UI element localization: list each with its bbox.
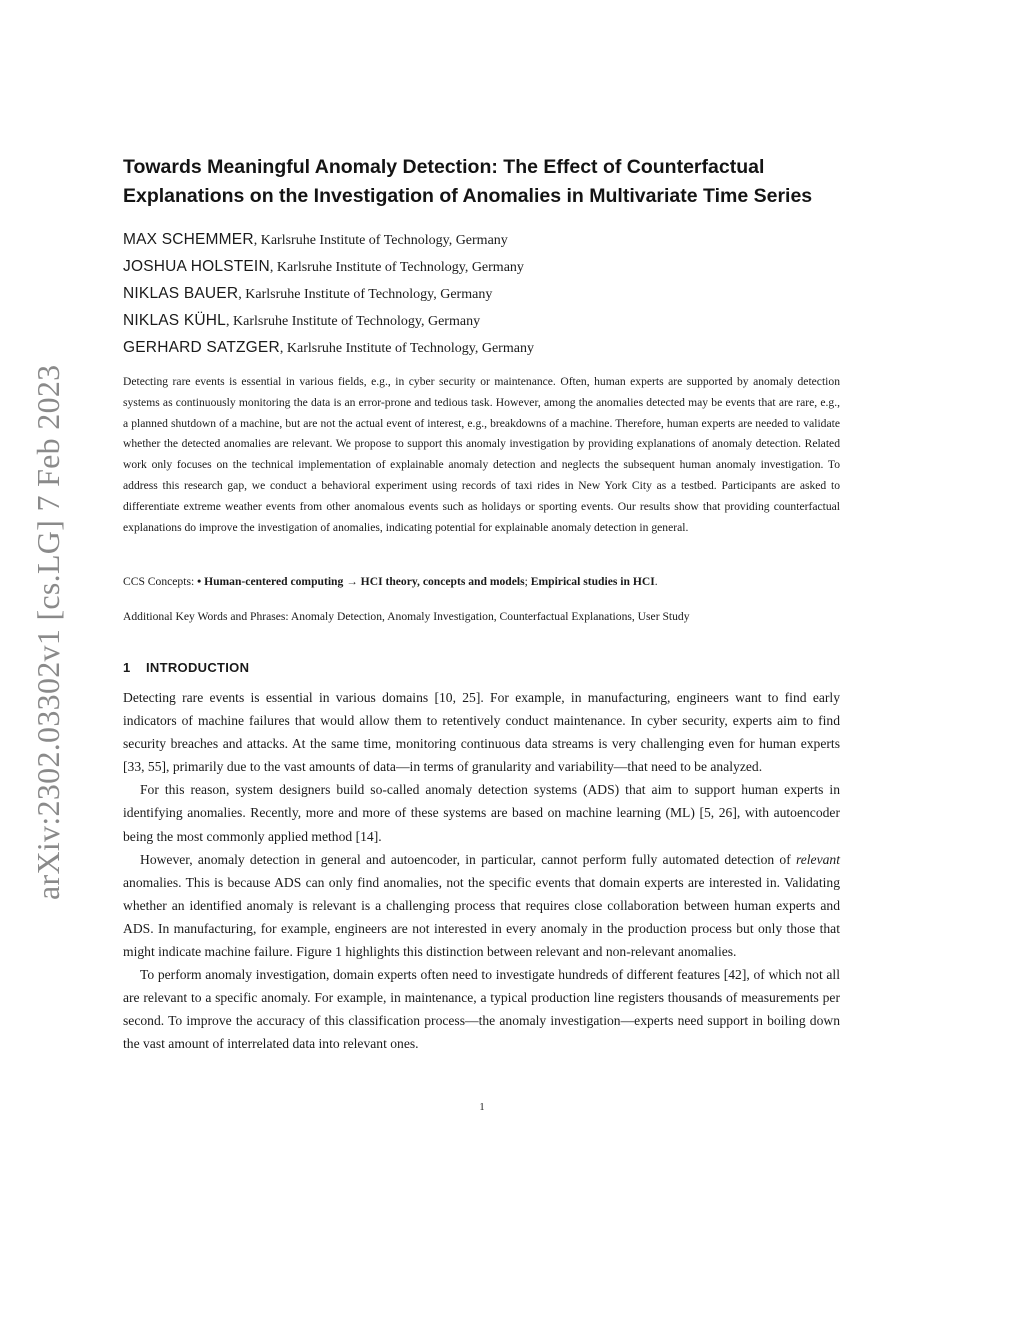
- section-heading: [123, 658, 249, 678]
- ccs-end: .: [654, 575, 658, 588]
- ccs-concept-primary: Human-centered computing → HCI theory, concepts and models: [204, 575, 525, 588]
- body-paragraph: To perform anomaly investigation, domain experts often need to investigate hundreds of different features [42], of which not all are relevant to a specific anomaly. For example, in maintenance, a typical production line registers thousands of measurements per second. To improve the accuracy of this classification process—the anomaly investigation—experts need support in boiling down the vast amount of interrelated data into relevant ones.: [123, 967, 840, 1052]
- body-paragraph: [123, 848, 840, 963]
- author-affiliation: , Karlsruhe Institute of Technology, Germany: [279, 341, 534, 356]
- author-list: [123, 226, 823, 361]
- author-entry: [123, 253, 823, 280]
- body-paragraph: For this reason, system designers build so-called anomaly detection systems (ADS) that aim to support human experts in identifying anomalies. Recently, more and more of these systems are based on machine learning (ML) [5, 26], with autoencoder being the most commonly applied method [14].: [123, 782, 840, 844]
- author-affiliation: , Karlsruhe Institute of Technology, Germany: [238, 287, 493, 302]
- author-name: MAX SCHEMMER: [123, 231, 254, 248]
- abstract: Detecting rare events is essential in various fields, e.g., in cyber security or maintenance. Often, human experts are supported by anomaly detection systems as continuously monitoring the data is an error-prone and tedious task. However, among the anomalies detected may be events that are rare, e.g., a planned shutdown of a machine, but are not the actual event of interest, e.g., breakdowns of a machine. Therefore, human experts are needed to validate whether the detected anomalies are relevant. We propose to support this anomaly investigation by providing explanations of anomaly detection. Related work only focuses on the technical implementation of explainable anomaly detection and neglects the subsequent human anomaly investigation. To address this research gap, we conduct a behavioral experiment using records of taxi rides in New York City as a testbed. Participants are asked to differentiate extreme weather events from other anomalous events such as holidays or sporting events. Our results show that providing counterfactual explanations do improve the investigation of anomalies, indicating potential for explainable anomaly detection in general.: [123, 375, 840, 534]
- ccs-separator: ;: [524, 575, 531, 588]
- arxiv-identifier-stamp: arXiv:2302.03302v1 [cs.LG] 7 Feb 2023: [30, 364, 66, 900]
- author-entry: [123, 334, 823, 361]
- author-entry: [123, 280, 823, 307]
- emphasized-word: relevant: [795, 851, 840, 867]
- body-paragraph: Detecting rare events is essential in various domains [10, 25]. For example, in manufacturing, engineers want to find early indicators of machine failures that would allow them to retentively conduct maintenance. In cyber security, experts aim to find security breaches and attacks. At the same time, monitoring continuous data streams is very challenging even for human experts [33, 55], primarily due to the vast amounts of data—in terms of granularity and variability—that need to be analyzed.: [123, 690, 840, 775]
- author-name: GERHARD SATZGER: [123, 339, 280, 356]
- paragraph-text: However, anomaly detection in general and autoencoder, in particular, cannot perform fully automated detection of: [140, 851, 796, 867]
- section-title: INTRODUCTION: [146, 660, 250, 675]
- ccs-concept-secondary: Empirical studies in HCI: [530, 575, 655, 588]
- author-entry: [123, 226, 823, 253]
- author-affiliation: , Karlsruhe Institute of Technology, Germany: [226, 314, 481, 329]
- author-name: NIKLAS BAUER: [123, 285, 239, 302]
- author-entry: [123, 307, 823, 334]
- ccs-bullet: •: [197, 575, 205, 588]
- ccs-concepts: [123, 573, 840, 591]
- section-number: 1: [123, 660, 131, 675]
- author-name: JOSHUA HOLSTEIN: [123, 258, 270, 275]
- author-name: NIKLAS KÜHL: [123, 312, 226, 329]
- paper-title: Towards Meaningful Anomaly Detection: The Effect of Counterfactual Explanations on the Investigation of Anomalies in Multivariate Time Series: [123, 156, 813, 207]
- paragraph-text: anomalies. This is because ADS can only find anomalies, not the specific events that domain experts are interested in. Validating whether an identified anomaly is relevant is a challenging process that requires close collaboration between human experts and ADS. In manufacturing, for example, engineers are not interested in every anomaly in the production process but only those that might indicate machine failure. Figure 1 highlights this distinction between relevant and non-relevant anomalies.: [123, 874, 840, 960]
- introduction-body: [123, 686, 840, 1056]
- ccs-label: CCS Concepts:: [123, 575, 198, 588]
- page-number: 1: [479, 1102, 485, 1113]
- additional-keywords: Additional Key Words and Phrases: Anomaly Detection, Anomaly Investigation, Counterfactual Explanations, User Study: [123, 610, 690, 623]
- author-affiliation: , Karlsruhe Institute of Technology, Germany: [269, 260, 524, 275]
- author-affiliation: , Karlsruhe Institute of Technology, Germany: [253, 233, 508, 248]
